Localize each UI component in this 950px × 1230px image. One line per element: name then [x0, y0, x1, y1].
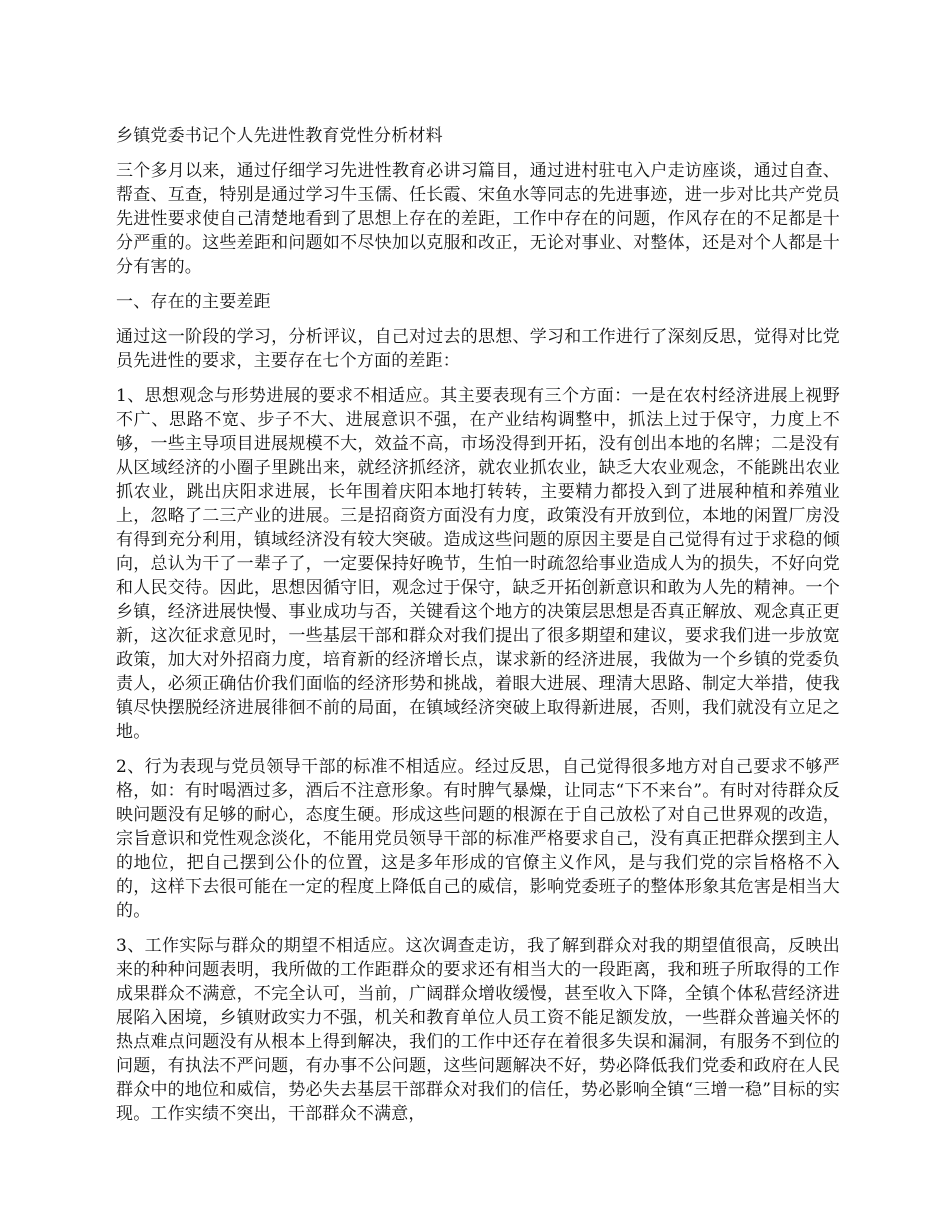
intro-paragraph: 三个多月以来，通过仔细学习先进性教育必讲习篇目，通过进村驻屯入户走访座谈，通过自查、帮查、互查，特别是通过学习牛玉儒、任长霞、宋鱼水等同志的先进事迹，进一步对比共产党员先进性要求使自己清楚地看到了思想上存在的差距，工作中存在的问题，作风存在的不足都是十分严重的。这些差距和问题如不尽快加以克服和改正，无论对事业、对整体，还是对个人都是十分有害的。: [116, 161, 840, 277]
document-page: [116, 124, 840, 1137]
section-intro-paragraph: 通过这一阶段的学习，分析评议，自己对过去的思想、学习和工作进行了深刻反思，觉得对比党员先进性的要求，主要存在七个方面的差距：: [116, 327, 840, 371]
point-1-paragraph: 1、思想观念与形势进展的要求不相适应。其主要表现有三个方面：一是在农村经济进展上视野不广、思路不宽、步子不大、进展意识不强，在产业结构调整中，抓法上过于保守，力度上不够，一些主导项目进展规模不大，效益不高，市场没得到开拓，没有创出本地的名牌；二是没有从区域经济的小圈子里跳出来，就经济抓经济，就农业抓农业，缺乏大农业观念，不能跳出农业抓农业，跳出庆阳求进展，长年围着庆阳本地打转转，主要精力都投入到了进展种植和养殖业上，忽略了二三产业的进展。三是招商资方面没有力度，政策没有开放到位，本地的闲置厂房没有得到充分利用，镇域经济没有较大突破。造成这些问题的原因主要是自己觉得有过于求稳的倾向，总认为干了一辈子了，一定要保持好晚节，生怕一时疏忽给事业造成人为的损失，不好向党和人民交待。因此，思想因循守旧，观念过于保守，缺乏开拓创新意识和敢为人先的精神。一个乡镇，经济进展快慢、事业成功与否，关键看这个地方的决策层思想是否真正解放、观念真正更新，这次征求意见时，一些基层干部和群众对我们提出了很多期望和建议，要求我们进一步放宽政策，加大对外招商力度，培育新的经济增长点，谋求新的经济进展，我做为一个乡镇的党委负责人，必须正确估价我们面临的经济形势和挑战，着眼大进展、理清大思路、制定大举措，使我镇尽快摆脱经济进展徘徊不前的局面，在镇域经济突破上取得新进展，否则，我们就没有立足之地。: [116, 386, 840, 742]
section-heading: 一、存在的主要差距: [116, 292, 271, 312]
document-title: 乡镇党委书记个人先进性教育党性分析材料: [116, 126, 443, 146]
point-3-paragraph: 3、工作实际与群众的期望不相适应。这次调查走访，我了解到群众对我的期望值很高，反映出来的种种问题表明，我所做的工作距群众的要求还有相当大的一段距离，我和班子所取得的工作成果群众不满意，不完全认可，当前，广阔群众增收缓慢，甚至收入下降，全镇个体私营经济进展陷入困境，乡镇财政实力不强，机关和教育单位人员工资不能足额发放，一些群众普遍关怀的热点难点问题没有从根本上得到解决，我们的工作中还存在着很多失误和漏洞，有服务不到位的问题，有执法不严问题，有办事不公问题，这些问题解决不好，势必降低我们党委和政府在人民群众中的地位和威信，势必失去基层干部群众对我们的信任，势必影响全镇“三增一稳”目标的实现。工作实绩不突出，干部群众不满意，: [116, 936, 840, 1124]
point-2-paragraph: 2、行为表现与党员领导干部的标准不相适应。经过反思，自己觉得很多地方对自己要求不够严格，如：有时喝酒过多，酒后不注意形象。有时脾气暴燥，让同志“下不来台”。有时对待群众反映问题没有足够的耐心，态度生硬。形成这些问题的根源在于自己放松了对自己世界观的改造，宗旨意识和党性观念淡化，不能用党员领导干部的标准严格要求自己，没有真正把群众摆到主人的地位，把自己摆到公仆的位置，这是多年形成的官僚主义作风，是与我们党的宗旨格格不入的，这样下去很可能在一定的程度上降低自己的威信，影响党委班子的整体形象其危害是相当大的。: [116, 757, 840, 921]
